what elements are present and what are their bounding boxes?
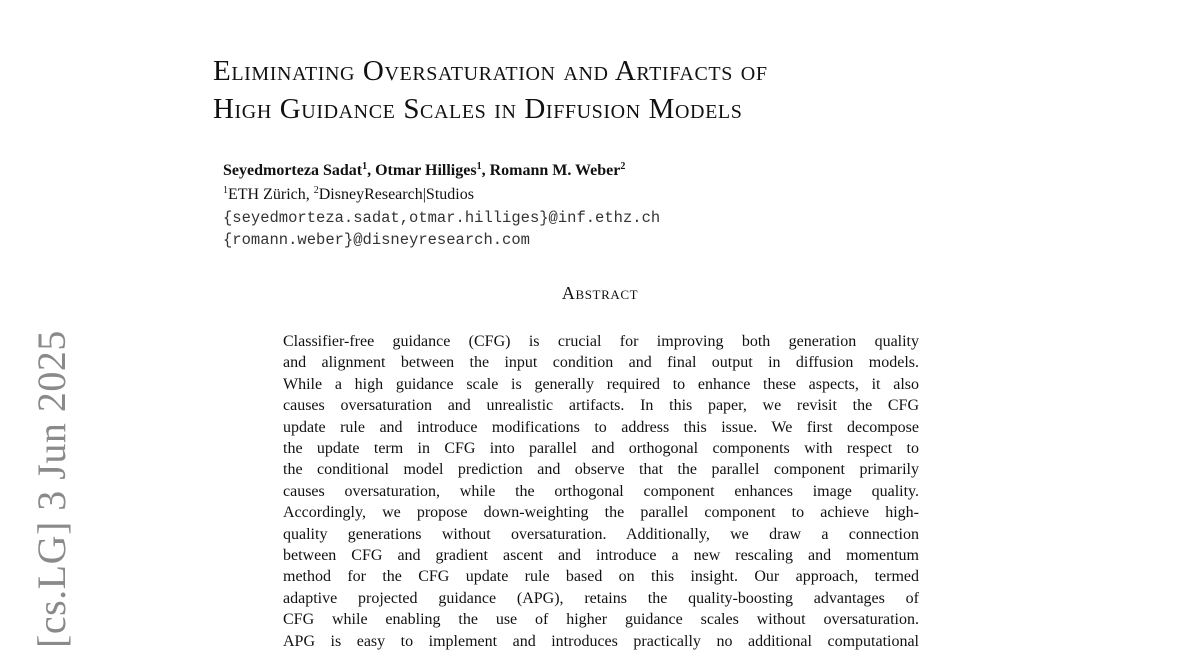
affiliation-number: 2 (313, 185, 319, 196)
title-line: High Guidance Scales in Diffusion Models (213, 93, 743, 125)
abstract-line: Accordingly, we propose down-weighting the parallel component to achieve high- (283, 504, 919, 522)
author-name: Otmar Hilliges (375, 162, 477, 179)
abstract-line: causes oversaturation, while the orthogonal component enhances image quality. (283, 482, 919, 500)
abstract-line: While a high guidance scale is generally required to enhance these aspects, it also (283, 375, 919, 393)
abstract-line: the update term in CFG into parallel and orthogonal components with respect to (283, 440, 919, 458)
paper-title (213, 52, 768, 128)
abstract-line: causes oversaturation and unrealistic artifacts. In this paper, we revisit the CFG (283, 397, 919, 415)
affiliation-name: ETH Zürich (228, 186, 306, 203)
abstract-line: quality generations without oversaturation. Additionally, we draw a connection (283, 525, 919, 543)
title-line: Eliminating Oversaturation and Artifacts of (213, 55, 768, 87)
abstract-line: adaptive projected guidance (APG), retains the quality-boosting advantages of (283, 589, 919, 607)
author-affiliation-mark: 1 (476, 161, 482, 172)
email-line: {romann.weber}@disneyresearch.com (223, 231, 530, 249)
abstract-line: the conditional model prediction and observe that the parallel component primarily (283, 461, 919, 479)
abstract-line: APG is easy to implement and introduces practically no additional computational (283, 632, 919, 650)
author-affiliation-mark: 1 (362, 161, 368, 172)
author-name: Seyedmorteza Sadat (223, 162, 363, 179)
abstract-line: method for the CFG update rule based on this insight. Our approach, termed (283, 568, 919, 586)
abstract-line: CFG while enabling the use of higher guidance scales without oversaturation. (283, 611, 919, 629)
abstract-line: between CFG and gradient ascent and introduce a new rescaling and momentum (283, 547, 919, 565)
affiliation-number: 1 (223, 185, 228, 196)
author-affiliation-mark: 2 (620, 161, 626, 172)
abstract-line: and alignment between the input condition and final output in diffusion models. (283, 354, 919, 372)
author-list: Seyedmorteza Sadat$^1$, Otmar Hilliges$^1$, Romann M. Weber$^2$ (223, 161, 626, 179)
affiliation-name: DisneyResearch|Studios (318, 186, 474, 203)
email-line: {seyedmorteza.sadat,otmar.hilliges}@inf.ethz.ch (223, 209, 661, 227)
author-name: Romann M. Weber (489, 162, 621, 179)
abstract-line: Classifier-free guidance (CFG) is crucial for improving both generation quality (283, 333, 919, 350)
abstract-heading: Abstract (561, 283, 639, 303)
arxiv-side-stamp: [cs.LG] 3 Jun 2025 (29, 330, 74, 648)
affiliations: $^1$ETH Zürich, $^2$DisneyResearch|Studios (223, 185, 474, 203)
abstract-line: update rule and introduce modifications to address this issue. We first decompose (283, 418, 919, 436)
abstract-body (283, 331, 919, 652)
